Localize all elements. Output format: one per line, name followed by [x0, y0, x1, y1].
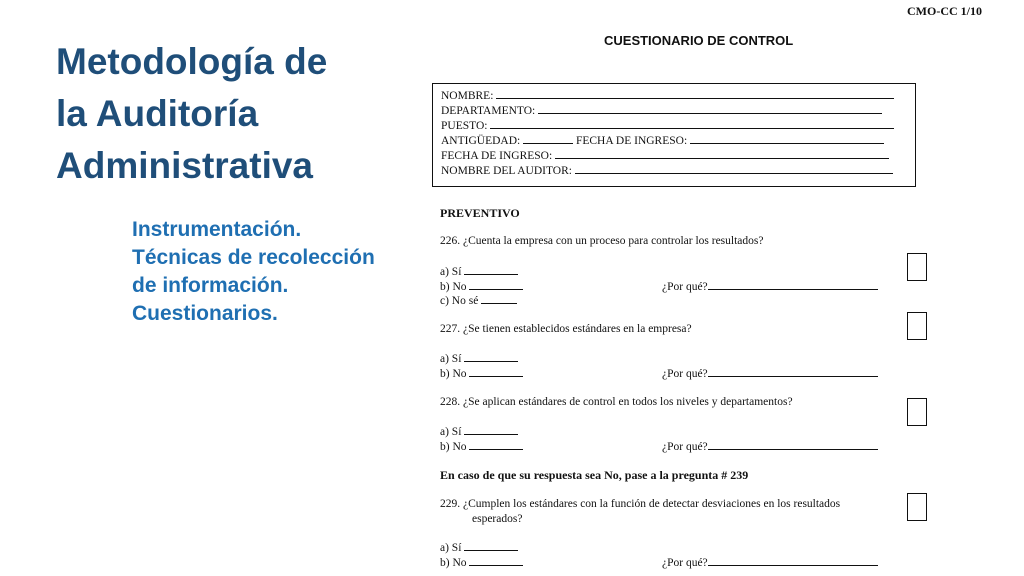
field-label: NOMBRE DEL AUDITOR: [441, 165, 572, 177]
option-label: a) Sí [440, 426, 462, 438]
slide-title [56, 36, 416, 192]
question-227: 227. ¿Se tienen establecidos estándares en la empresa? [440, 323, 692, 335]
option-no [440, 556, 523, 569]
option-no [440, 280, 523, 293]
field-label: DEPARTAMENTO: [441, 105, 536, 117]
answer-blank [708, 440, 878, 450]
why-field [662, 556, 878, 569]
field-nombre [441, 89, 894, 102]
option-no [440, 440, 523, 453]
answer-blank [469, 280, 523, 290]
question-226: 226. ¿Cuenta la empresa con un proceso para controlar los resultados? [440, 235, 764, 247]
field-antiguedad [441, 134, 884, 147]
field-label: FECHA DE INGRESO: [575, 135, 688, 147]
question-228: 228. ¿Se aplican estándares de control en todos los niveles y departamentos? [440, 396, 793, 408]
answer-blank [469, 556, 523, 566]
option-label: c) No sé [440, 295, 479, 307]
answer-checkbox[interactable] [907, 312, 927, 340]
field-rule [538, 104, 882, 114]
answer-blank [464, 541, 518, 551]
bullet-line: Instrumentación. [132, 218, 302, 241]
answer-blank [464, 265, 518, 275]
title-line: Administrativa [56, 145, 314, 186]
answer-checkbox[interactable] [907, 398, 927, 426]
answer-blank [708, 556, 878, 566]
why-label: ¿Por qué? [662, 281, 708, 293]
document-code: CMO-CC 1/10 [907, 4, 982, 18]
answer-checkbox[interactable] [907, 493, 927, 521]
why-label: ¿Por qué? [662, 557, 708, 569]
answer-checkbox[interactable] [907, 253, 927, 281]
field-rule [555, 149, 889, 159]
title-line: Metodología de [56, 41, 328, 82]
why-field [662, 367, 878, 380]
option-label: b) No [440, 368, 467, 380]
answer-blank [481, 294, 517, 304]
answer-blank [464, 352, 518, 362]
bullet-line: de información. [132, 274, 289, 297]
option-si [440, 425, 518, 438]
bullet-line: Cuestionarios. [132, 302, 278, 325]
field-rule [575, 164, 893, 174]
title-line: la Auditoría [56, 93, 259, 134]
skip-instruction: En caso de que su respuesta sea No, pase a la pregunta # 239 [440, 468, 749, 482]
answer-blank [469, 440, 523, 450]
option-no-se [440, 294, 517, 307]
bullet-line: Técnicas de recolección [132, 246, 375, 269]
why-field [662, 440, 878, 453]
field-rule [523, 134, 573, 144]
field-fecha-ingreso [441, 149, 889, 162]
field-label: NOMBRE: [441, 90, 494, 102]
answer-blank [708, 367, 878, 377]
field-label: FECHA DE INGRESO: [441, 150, 553, 162]
field-rule [490, 119, 894, 129]
field-departamento [441, 104, 882, 117]
field-puesto [441, 119, 894, 132]
option-label: b) No [440, 281, 467, 293]
field-label: ANTIGÜEDAD: [441, 135, 521, 147]
section-heading: PREVENTIVO [440, 206, 520, 220]
slide-bullets [132, 216, 432, 328]
option-si [440, 352, 518, 365]
answer-blank [469, 367, 523, 377]
option-label: a) Sí [440, 542, 462, 554]
option-label: a) Sí [440, 353, 462, 365]
document-title: CUESTIONARIO DE CONTROL [604, 33, 794, 48]
info-box [432, 83, 916, 187]
field-nombre-auditor [441, 164, 893, 177]
question-229-continued: esperados? [472, 513, 523, 525]
why-label: ¿Por qué? [662, 368, 708, 380]
field-rule [496, 89, 894, 99]
field-label: PUESTO: [441, 120, 488, 132]
option-label: b) No [440, 557, 467, 569]
answer-blank [464, 425, 518, 435]
field-rule [690, 134, 884, 144]
option-label: a) Sí [440, 266, 462, 278]
questionnaire-document [420, 0, 1024, 576]
option-si [440, 265, 518, 278]
why-field [662, 280, 878, 293]
option-label: b) No [440, 441, 467, 453]
option-no [440, 367, 523, 380]
answer-blank [708, 280, 878, 290]
option-si [440, 541, 518, 554]
why-label: ¿Por qué? [662, 441, 708, 453]
question-229: 229. ¿Cumplen los estándares con la función de detectar desviaciones en los resultados [440, 498, 841, 510]
